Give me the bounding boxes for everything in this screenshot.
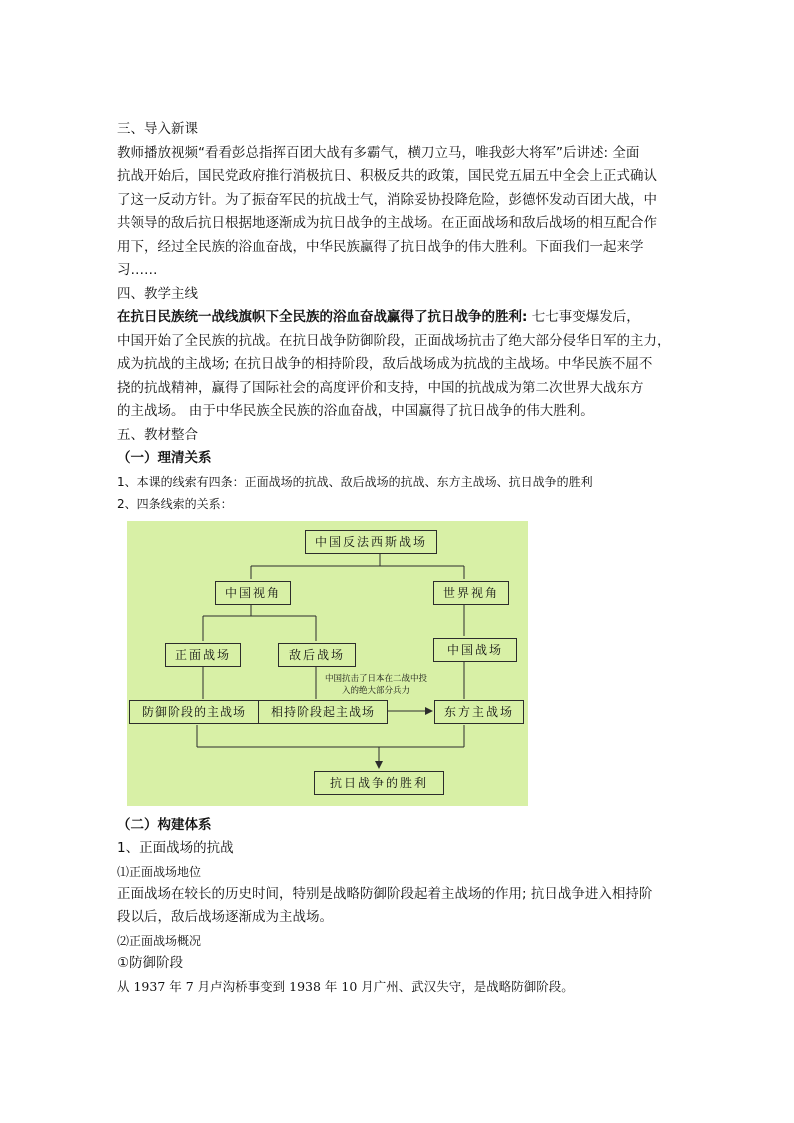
- mainline-rest: 七七事变爆发后，: [527, 309, 640, 325]
- node-eastern-main-battlefield: 东方主战场: [434, 700, 524, 724]
- paragraph-line: 习……: [117, 262, 158, 278]
- node-world-perspective: 世界视角: [433, 581, 509, 605]
- paragraph-line: 从 1937 年 7 月卢沟桥事变到 1938 年 10 月广州、武汉失守，是战略防御阶段。: [117, 979, 574, 994]
- node-front-battlefield: 正面战场: [165, 643, 241, 667]
- paragraph-line: 的主战场。 由于中华民族全民族的浴血奋战，中国赢得了抗日战争的伟大胜利。: [117, 403, 594, 419]
- section-heading-integration: 五、教材整合: [117, 426, 198, 443]
- diagram-annotation: [325, 673, 427, 697]
- paragraph-line: 抗战开始后，国民党政府推行消极抗日、积极反共的政策，国民党五届五中全会上正式确认: [117, 168, 657, 184]
- subheading-build-system: （二）构建体系: [117, 816, 212, 833]
- list-item: 1、正面战场的抗战: [117, 840, 234, 856]
- node-china-battlefield: 中国战场: [433, 638, 517, 662]
- node-defense-stage-main-battlefield: 防御阶段的主战场: [129, 700, 259, 724]
- sub-item-label: ⑴正面战场地位: [117, 864, 202, 879]
- node-china-perspective: 中国视角: [215, 581, 291, 605]
- document-page: [117, 118, 682, 999]
- paragraph-line: 共领导的敌后抗日根据地逐渐成为抗日战争的主战场。在正面战场和敌后战场的相互配合作: [117, 215, 657, 231]
- section-heading-mainline: 四、教学主线: [117, 285, 198, 302]
- paragraph-line: 中国开始了全民族的抗战。在抗日战争防御阶段，正面战场抗击了绝大部分侵华日军的主力，: [117, 332, 671, 349]
- annotation-line: 中国抗击了日本在二战中投: [325, 673, 428, 684]
- subheading-relations: （一）理清关系: [117, 450, 212, 466]
- node-rear-battlefield: 敌后战场: [278, 643, 356, 667]
- paragraph-line: 成为抗战的主战场; 在抗日战争的相持阶段，敌后战场成为抗战的主战场。中华民族不屈不: [117, 356, 653, 372]
- paragraph-line: 用下，经过全民族的浴血奋战，中华民族赢得了抗日战争的伟大胜利。下面我们一起来学: [117, 238, 644, 255]
- node-china-anti-fascist-battlefield: 中国反法西斯战场: [305, 530, 437, 554]
- relationship-diagram: [127, 521, 528, 806]
- paragraph-line: [117, 306, 682, 330]
- sub-item-label: ⑵正面战场概况: [117, 933, 202, 948]
- sub-item-label: ①防御阶段: [117, 954, 184, 971]
- annotation-line: 入的绝大部分兵力: [342, 685, 411, 696]
- paragraph-line: 挠的抗战精神，赢得了国际社会的高度评价和支持，中国的抗战成为第二次世界大战东方: [117, 379, 644, 396]
- paragraph-line: 了这一反动方针。为了振奋军民的抗战士气，消除妥协投降危险，彭德怀发动百团大战，中: [117, 191, 657, 208]
- paragraph-line: 段以后，敌后战场逐渐成为主战场。: [117, 909, 333, 925]
- paragraph-line: 正面战场在较长的历史时间，特别是战略防御阶段起着主战场的作用; 抗日战争进入相持阶: [117, 885, 653, 902]
- paragraph-line: 教师播放视频“看看彭总指挥百团大战有多霸气，横刀立马，唯我彭大将军”后讲述: 全面: [117, 144, 640, 161]
- section-heading-intro: 三、导入新课: [117, 121, 198, 137]
- mainline-bold-lead: 在抗日民族统一战线旗帜下全民族的浴血奋战赢得了抗日战争的胜利:: [117, 309, 528, 325]
- node-stalemate-stage-main-battlefield: 相持阶段起主战场: [258, 700, 388, 724]
- list-item: 2、四条线索的关系：: [117, 496, 233, 511]
- node-victory: 抗日战争的胜利: [314, 771, 444, 795]
- list-item: 1、本课的线索有四条：正面战场的抗战、敌后战场的抗战、东方主战场、抗日战争的胜利: [117, 474, 593, 489]
